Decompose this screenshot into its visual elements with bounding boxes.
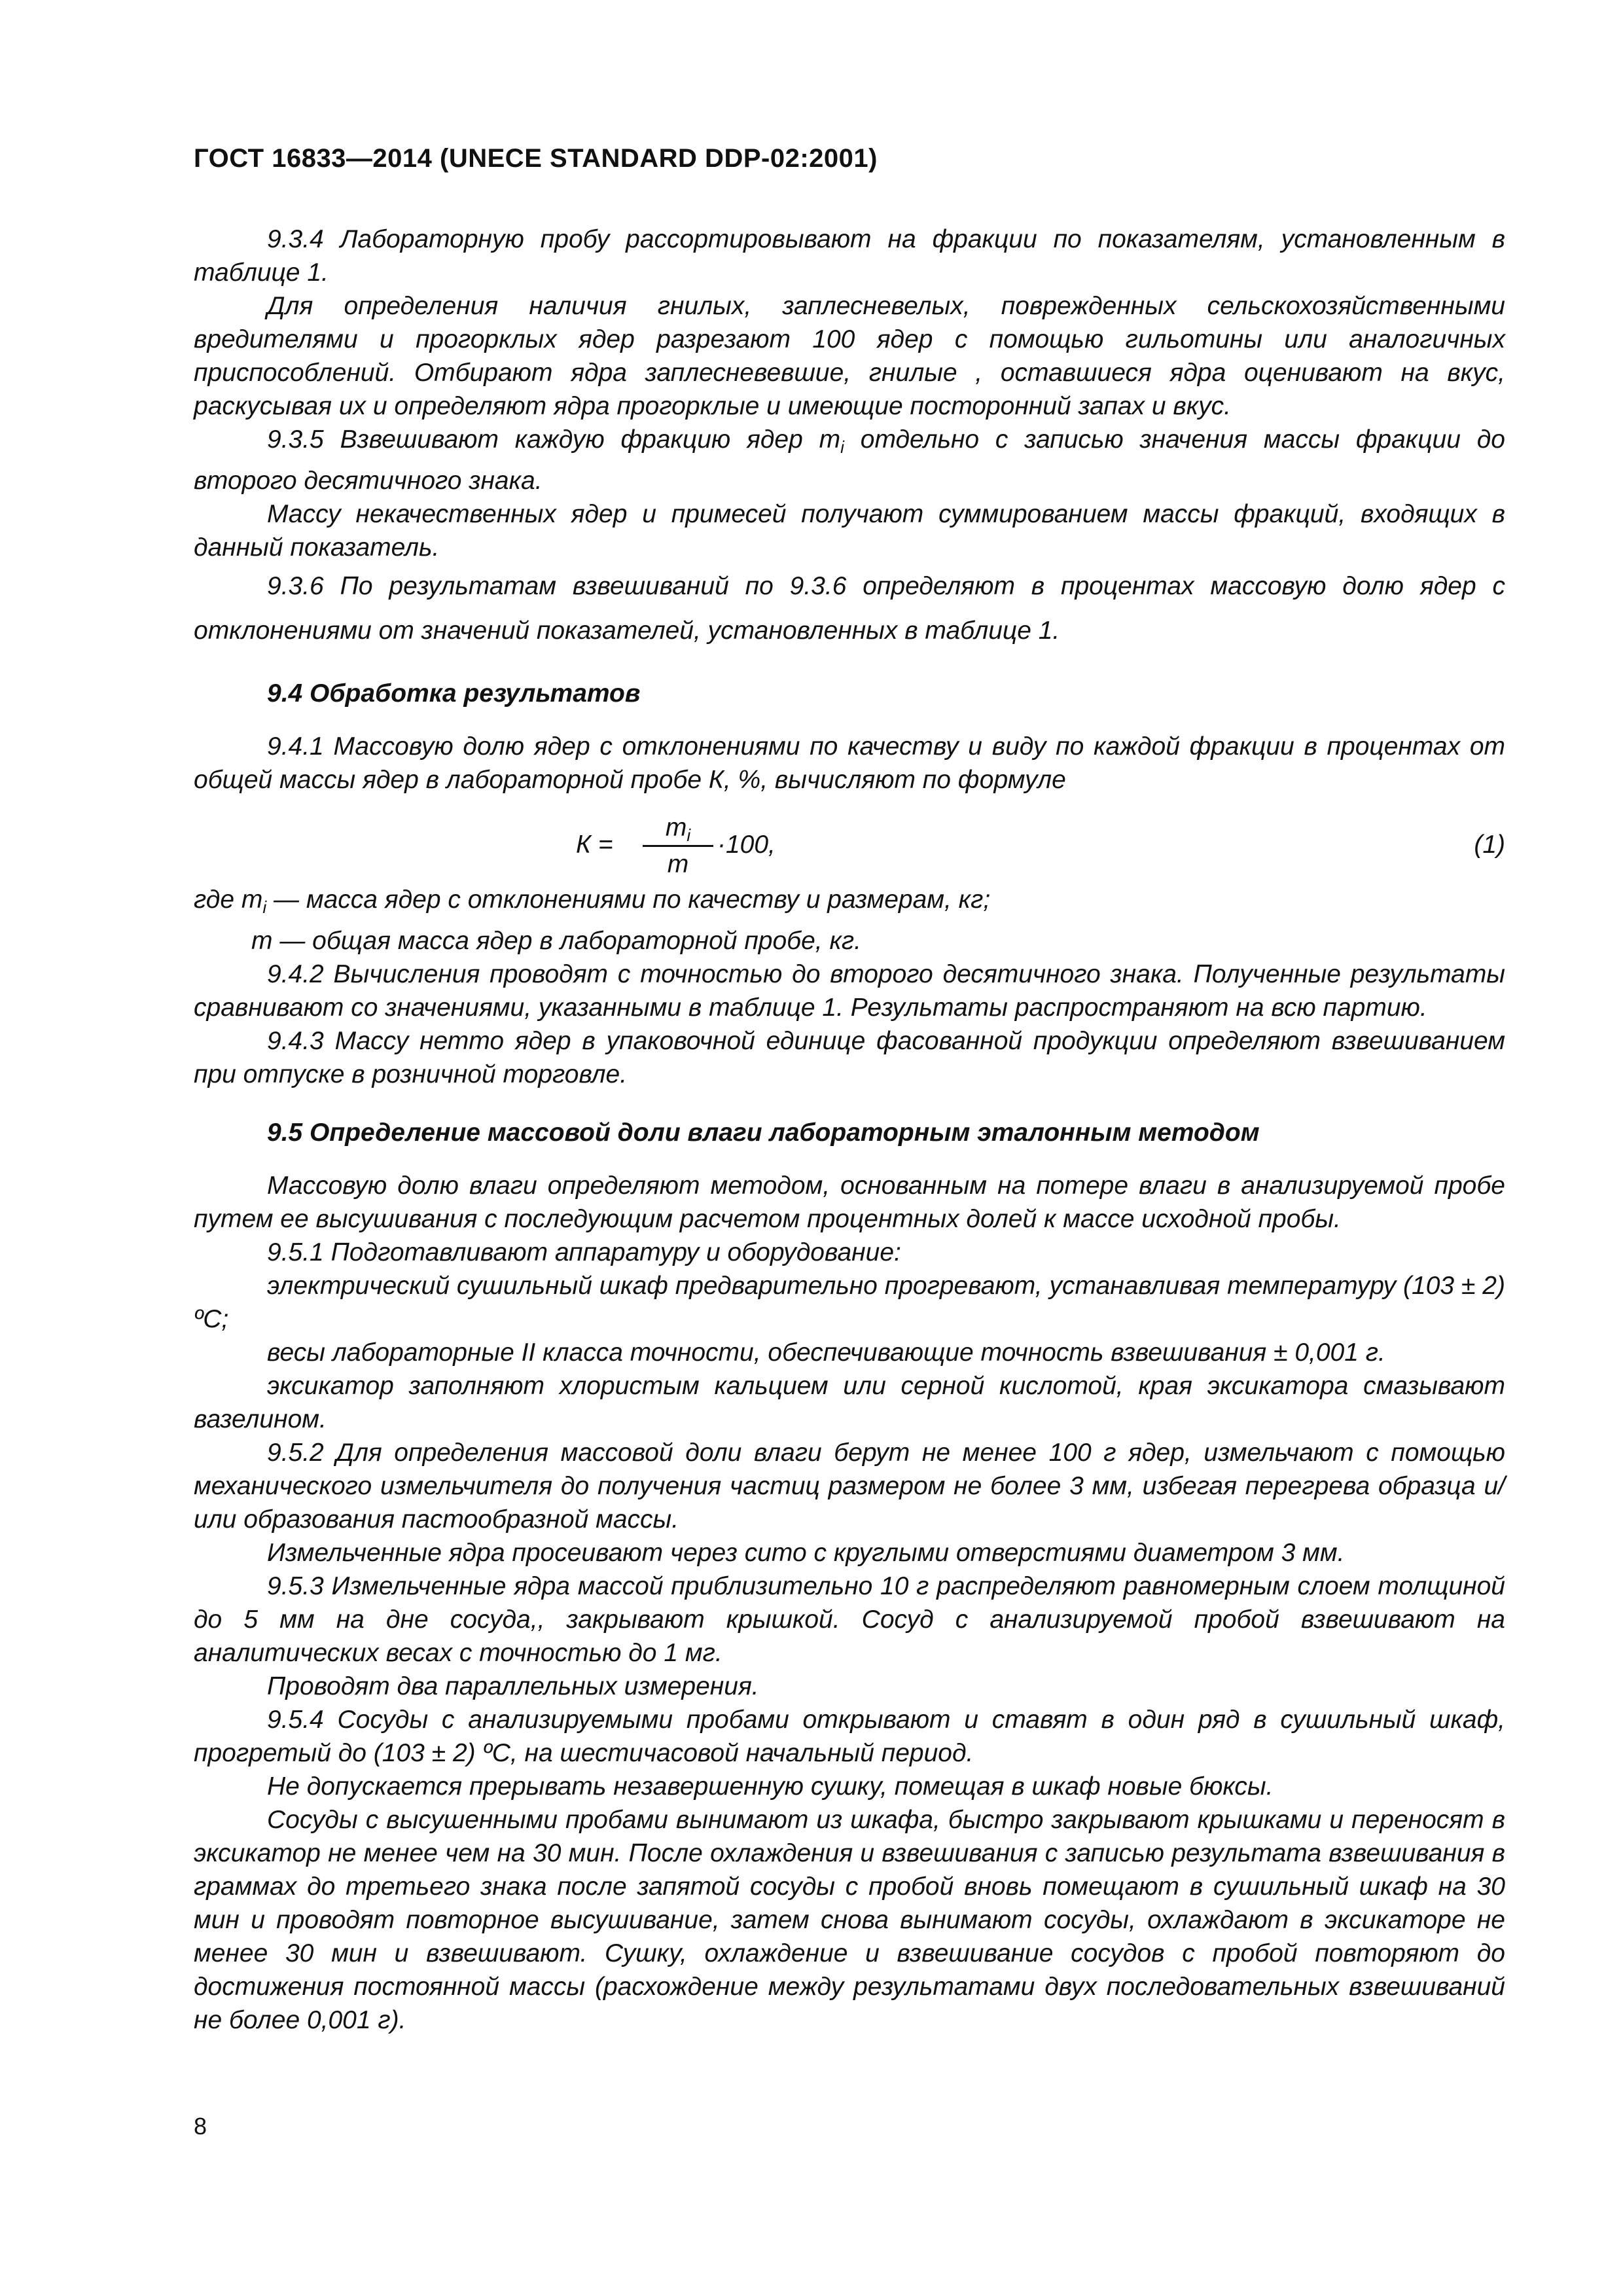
paragraph-9-5-2: 9.5.2 Для определения массовой доли влаги берут не менее 100 г ядер, измельчают с помощью механического измельчителя до получения частиц размером не более 3 мм, избегая перегрева образца и/или образования пастообразной массы.	[194, 1439, 1505, 1534]
where-symbol-m: m	[241, 886, 263, 914]
where-prefix: где	[194, 886, 241, 914]
paragraph-9-5-1: 9.5.1 Подготавливают аппаратуру и оборудование:	[267, 1238, 901, 1266]
paragraph-9-4-1: 9.4.1 Массовую долю ядер с отклонениями по качеству и виду по каждой фракции в процентах от общей массы ядер в лабораторной пробе К, %, вычисляют по формуле	[194, 732, 1505, 794]
symbol-subscript-i: i	[840, 437, 844, 457]
paragraph-9-3-5-text-a: 9.3.5 Взвешивают каждую фракцию ядер	[267, 425, 819, 454]
where-text: — масса ядер с отклонениями по качеству и размерам, кг;	[266, 886, 991, 914]
paragraph-9-5-1-scales: весы лабораторные II класса точности, обеспечивающие точность взвешивания ± 0,001 г.	[267, 1338, 1385, 1367]
section-heading-9-4: 9.4 Обработка результатов	[267, 679, 641, 708]
paragraph-9-3-4-detail: Для определения наличия гнилых, заплесневелых, поврежденных сельскохозяйственными вредителями и прогорклых ядер разрезают 100 ядер с помощью гильотины или аналогичных приспособлений. Отбирают ядра заплесневевшие, гнилые , оставшиеся ядра оценивают на вкус, раскусывая их и определяют ядра прогорклые и имеющие посторонний запах и вкус.	[194, 292, 1505, 420]
formula-where-line-2: m — общая масса ядер в лабораторной пробе, кг.	[251, 927, 861, 955]
formula-numerator-var: m	[665, 814, 687, 842]
formula-1	[194, 811, 1505, 879]
paragraph-9-5-1-oven: электрический сушильный шкаф предварительно прогревают, устанавливая температуру (103 ± 2) ºС;	[194, 1272, 1505, 1333]
formula-where-line-1	[194, 883, 1505, 924]
page-number: 8	[194, 2113, 207, 2140]
formula-number: (1)	[1474, 831, 1505, 859]
paragraph-9-4-2: 9.4.2 Вычисления проводят с точностью до второго десятичного знака. Полученные результаты сравнивают со значениями, указанными в таблице 1. Результаты распространяют на всю партию.	[194, 960, 1505, 1022]
paragraph-9-3-4: 9.3.4 Лабораторную пробу рассортировывают на фракции по показателям, установленным в таблице 1.	[194, 225, 1505, 287]
paragraph-9-5-4-note: Не допускается прерывать незавершенную сушку, помещая в шкаф новые бюксы.	[267, 1772, 1274, 1801]
paragraph-9-5-4-drying: Сосуды с высушенными пробами вынимают из шкафа, быстро закрывают крышками и переносят в эксикатор не менее чем на 30 мин. После охлаждения и взвешивания с записью результата взвешивания в граммах до третьего знака после запятой сосуды с пробой вновь помещают в сушильный шкаф на 30 мин и проводят повторное высушивание, затем снова вынимают сосуды, охлаждают в эксикаторе не менее 30 мин и взвешивают. Сушку, охлаждение и взвешивание сосудов с пробой повторяют до достижения постоянной массы (расхождение между результатами двух последовательных взвешиваний не более 0,001 г).	[194, 1806, 1505, 2034]
fraction-bar	[643, 845, 713, 847]
where-symbol-sub-i: i	[262, 897, 267, 917]
page-body	[194, 223, 1505, 2037]
paragraph-9-3-6: 9.3.6 По результатам взвешиваний по 9.3.6 определяют в процентах массовую долю ядер с отклонениями от значений показателей, установленных в таблице 1.	[194, 572, 1505, 645]
paragraph-9-3-5-detail: Массу некачественных ядер и примесей получают суммированием массы фракций, входящих в данный показатель.	[194, 500, 1505, 562]
formula-numerator-sub: i	[687, 825, 691, 845]
paragraph-9-5-2-sieve: Измельченные ядра просеивают через сито с круглыми отверстиями диаметром 3 мм.	[267, 1539, 1345, 1567]
paragraph-9-5-4: 9.5.4 Сосуды с анализируемыми пробами открывают и ставят в один ряд в сушильный шкаф, прогретый до (103 ± 2) ºС, на шестичасовой начальный период.	[194, 1706, 1505, 1767]
paragraph-9-5-intro: Массовую долю влаги определяют методом, основанным на потере влаги в анализируемой пробе путем ее высушивания с последующим расчетом процентных долей к массе исходной пробы.	[194, 1172, 1505, 1233]
formula-lhs: К =	[576, 831, 613, 859]
paragraph-9-3-5	[194, 423, 1505, 497]
paragraph-9-5-3-parallel: Проводят два параллельных измерения.	[267, 1672, 759, 1700]
formula-denominator: m	[667, 850, 689, 878]
symbol-m: m	[819, 425, 841, 454]
formula-multiplier: ·100,	[717, 831, 776, 859]
document-header: ГОСТ 16833—2014 (UNECE STANDARD DDP-02:2001)	[194, 144, 878, 173]
section-heading-9-5: 9.5 Определение массовой доли влаги лабораторным эталонным методом	[267, 1119, 1260, 1147]
paragraph-9-5-1-desiccator: эксикатор заполняют хлористым кальцием или серной кислотой, края эксикатора смазывают вазелином.	[194, 1372, 1505, 1433]
paragraph-9-5-3: 9.5.3 Измельченные ядра массой приблизительно 10 г распределяют равномерным слоем толщиной до 5 мм на дне сосуда,, закрывают крышкой. Сосуд с анализируемой пробой взвешивают на аналитических весах с точностью до 1 мг.	[194, 1572, 1505, 1667]
paragraph-9-4-3: 9.4.3 Массу нетто ядер в упаковочной единице фасованной продукции определяют взвешиванием при отпуске в розничной торговле.	[194, 1027, 1505, 1088]
paragraph-9-3-5-text-b: отдельно с записью значения массы фракции до второго десятичного знака.	[194, 425, 1505, 495]
